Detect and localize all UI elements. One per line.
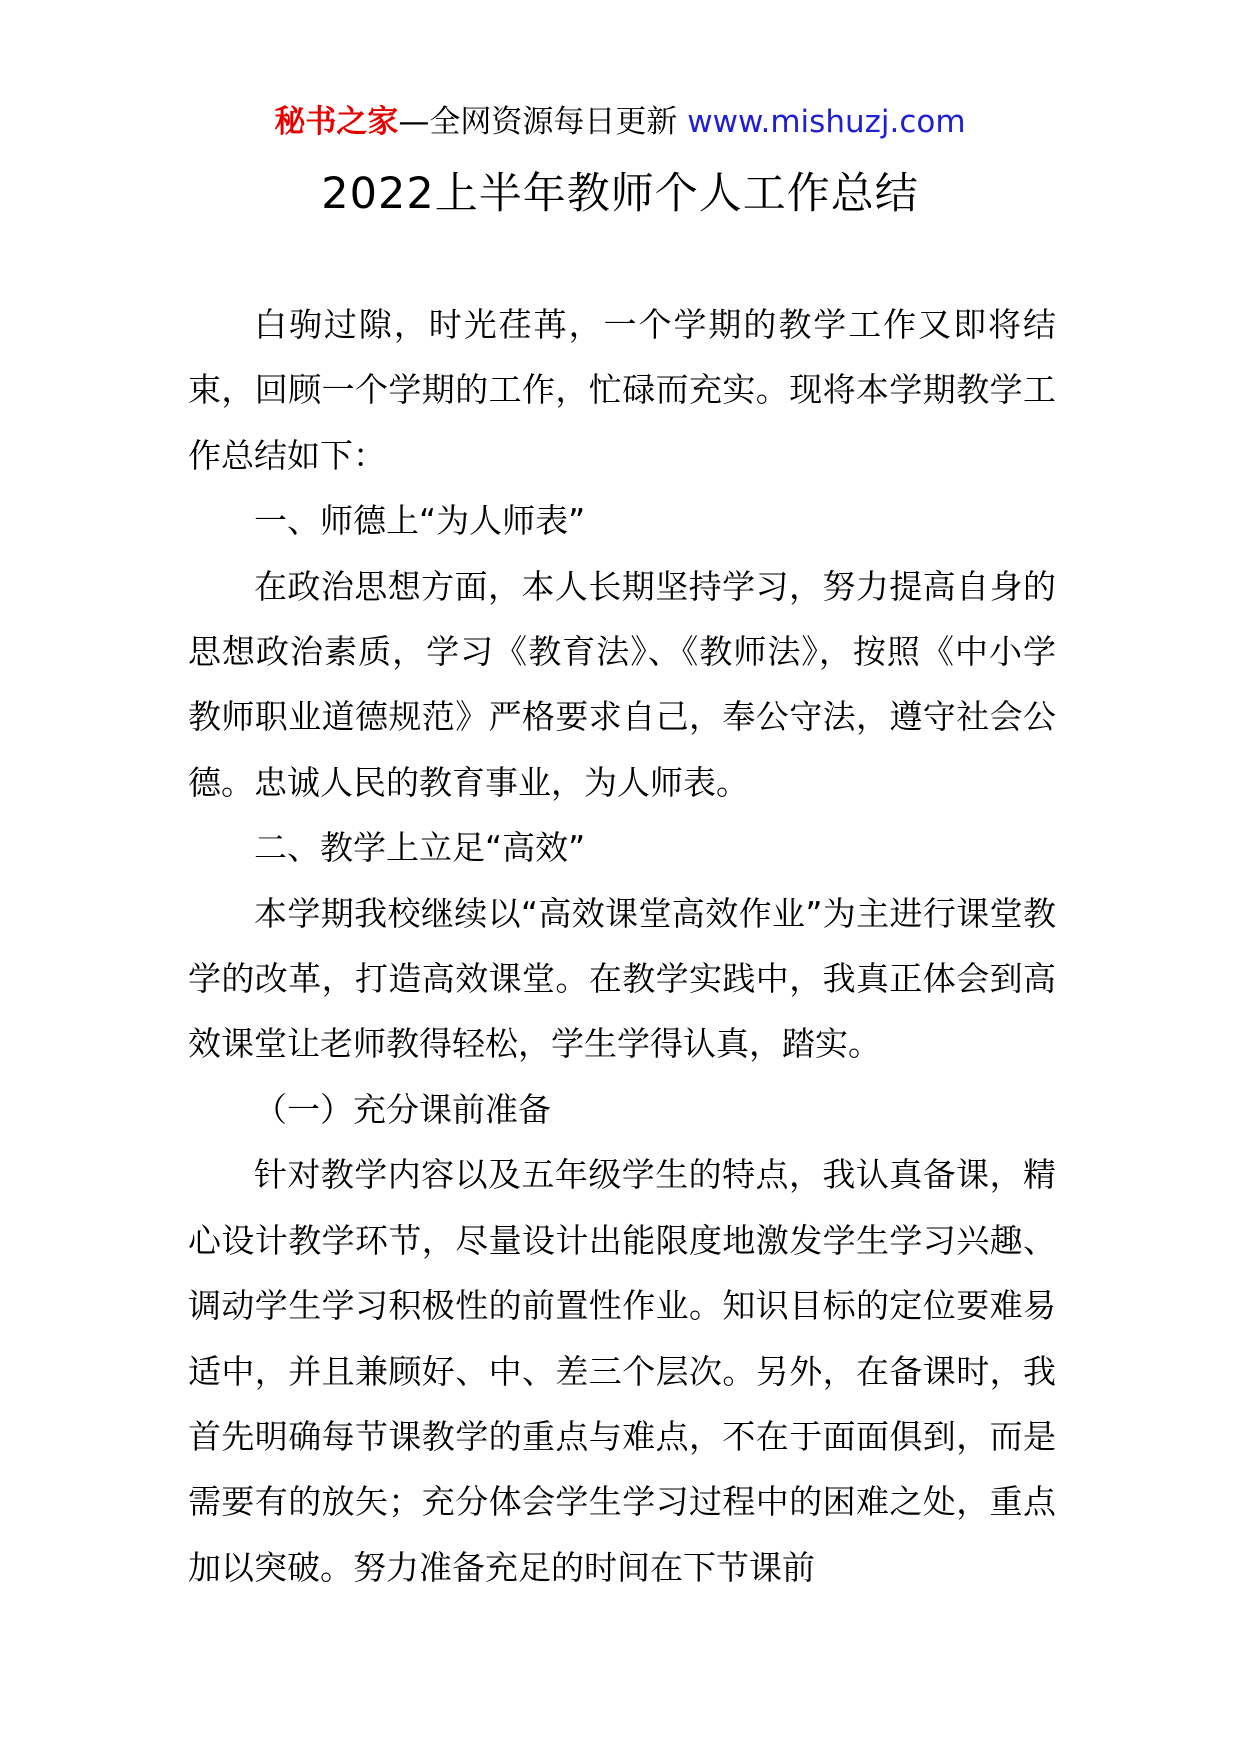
section-heading-ethics: 一、师德上“为人师表” [254,501,586,541]
preparation-paragraph: 针对教学内容以及五年级学生的特点，我认真备课，精心设计教学环节，尽量设计出能限度地激发学生学习兴趣、调动学生学习积极性的前置性作业。知识目标的定位要难易适中，并且兼顾好、中、差三个层次。另外，在备课时，我首先明确每节课教学的重点与难点，不在于面面俱到，而是需要有的放矢；充分体会学生学习过程中的困难之处，重点加以突破。努力准备充足的时间在下节课前 [188,1155,1056,1587]
ethics-paragraph: 在政治思想方面，本人长期坚持学习，努力提高自身的思想政治素质，学习《教育法》、《教师法》，按照《中小学教师职业道德规范》严格要求自己，奉公守法，遵守社会公德。忠诚人民的教育事业，为人师表。 [188,566,1056,802]
site-url-link[interactable]: www.mishuzj.com [687,104,966,140]
section-heading-teaching: 二、教学上立足“高效” [254,828,586,868]
subsection-heading-preparation: （一）充分课前准备 [254,1089,551,1129]
document-title: 2022上半年教师个人工作总结 [321,169,919,219]
intro-paragraph: 白驹过隙，时光荏苒，一个学期的教学工作又即将结束，回顾一个学期的工作，忙碌而充实。现将本学期教学工作总结如下： [188,305,1056,475]
document-body [188,292,1056,1600]
teaching-paragraph: 本学期我校继续以“高效课堂高效作业”为主进行课堂教学的改革，打造高效课堂。在教学实践中，我真正体会到高效课堂让老师教得轻松，学生学得认真，踏实。 [188,893,1056,1064]
site-brand: 秘书之家 [274,104,399,140]
site-banner [0,100,1240,144]
site-tagline: —全网资源每日更新 [398,104,678,140]
